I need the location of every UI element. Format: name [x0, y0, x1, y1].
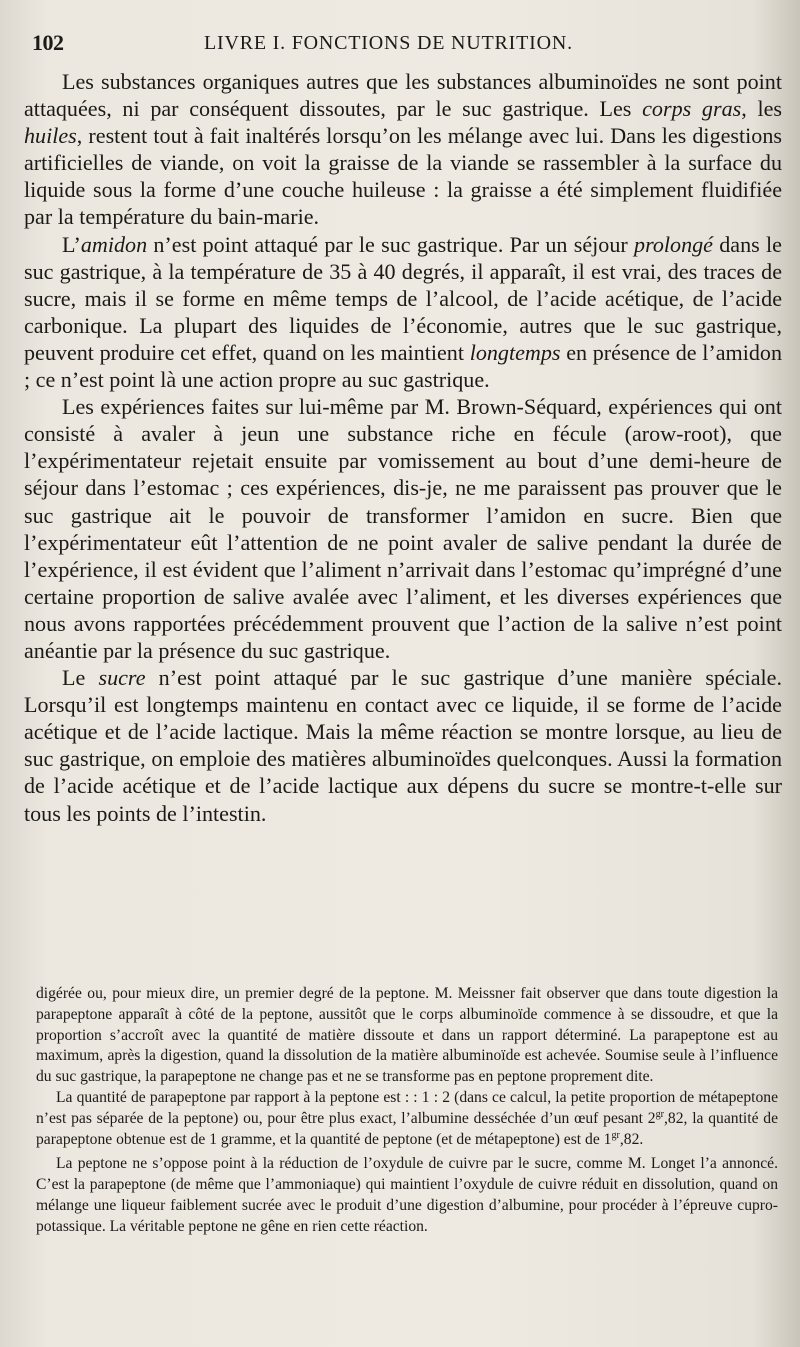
italic-term: sucre [98, 665, 146, 691]
text-span: Les expériences faites sur lui-même par M. Brown-Séquard, expériences qui ont consisté à avaler à jeun une substance riche en fécule (arow-root), que l’expérimentateur rejetait ensuite par vomissement au bout d’une demi-heure de séjour dans l’estomac ; ces expériences, dis-je, ne me paraissent pas prouver que le suc gastrique ait le pouvoir de transformer l’amidon en sucre. Bien que l’expérimentateur eût l’attention de ne point avaler de salive pendant la durée de l’expérience, il est évident que l’aliment n’arrivait dans l’estomac qu’imprégné d’une certaine proportion de salive avalée avec l’aliment, et les diverses expériences que nous avons rapportées précédemment prouvent que l’action de la salive n’est point anéantie par la présence du suc gastrique. [24, 394, 782, 663]
text-span: La quantité de parapeptone par rapport à la peptone est : : 1 : 2 (dans ce calcul, la petite proportion de métapeptone n’est pas séparée de la peptone) ou, pour être plus exact, l’albumine desséchée d’un œuf pesant 2 [36, 1088, 778, 1127]
unit-superscript: gr [611, 1129, 620, 1141]
paragraph-fats [24, 68, 782, 231]
paragraph-starch [24, 231, 782, 394]
footnote-proportion [36, 1088, 778, 1150]
page-number: 102 [32, 30, 64, 55]
text-span: digérée ou, pour mieux dire, un premier degré de la peptone. M. Meissner fait observer que dans toute digestion la parapeptone apparaît à côté de la peptone, aussitôt que le corps albuminoïde commence à se dissoudre, et que la proportion s’accroît avec la quantité de matière dissoute et dans un rapport déterminé. La parapeptone est au maximum, après la digestion, quand la dissolution de la matière albuminoïde est achevée. Soumise seule à l’influence du suc gastrique, la parapeptone ne change pas et ne se transforme pas en peptone proprement dite. [36, 985, 778, 1086]
running-head: LIVRE I. FONCTIONS DE NUTRITION. [204, 32, 573, 54]
unit-superscript: gr [655, 1108, 665, 1120]
text-span: ,82, la quantité de parapeptone obtenue est de 1 gramme, et la quantité de peptone (et de métapeptone) est de 1 [36, 1109, 778, 1148]
text-span: , restent tout à fait inaltérés lorsqu’on les mélange avec lui. Dans les digestions artificielles de viande, on voit la graisse de la viande se rassembler à la surface du liquide sous la forme d’une couche huileuse : la graisse a été simplement fluidifiée par la température du bain-marie. [24, 123, 782, 230]
footnote-continuation [36, 984, 778, 1088]
text-span: n’est point attaqué par le suc gastrique. Par un séjour [147, 231, 635, 257]
text-span: L’ [62, 231, 81, 257]
paragraph-experiments [24, 393, 782, 664]
text-span: en présence de l’amidon ; ce n’est point là une action propre au suc gastrique. [24, 339, 783, 393]
text-span: Les substances organiques autres que les substances albuminoïdes ne sont point attaquées, ni par conséquent dissoutes, par le suc gastrique. Les [24, 69, 782, 122]
footnote-reduction [36, 1154, 778, 1237]
text-span: ,82. [619, 1130, 644, 1148]
italic-term: longtemps [469, 339, 561, 365]
main-text [24, 68, 782, 827]
text-span: La peptone ne s’oppose point à la réduction de l’oxydule de cuivre par le sucre, comme M. Longet l’a annoncé. C’est la parapeptone (de même que l’ammoniaque) qui maintient l’oxydule de cuivre réduit en dissolution, quand on mélange une liqueur faiblement sucrée avec le produit d’une digestion d’albumine, pour procéder à l’épreuve cupro-potassique. La véritable peptone ne gêne en rien cette réaction. [36, 1155, 778, 1235]
page-header [32, 30, 760, 66]
text-span: n’est point attaqué par le suc gastrique d’une manière spéciale. Lorsqu’il est longtemps maintenu en contact avec ce liquide, il se forme de l’acide acétique et de l’acide lactique. Mais la même réaction se montre lorsque, au lieu de suc gastrique, on emploie des matières albuminoïdes quelconques. Aussi la formation de l’acide acétique et de l’acide lactique aux dépens du sucre se montre-t-elle sur tous les points de l’intestin. [24, 665, 782, 826]
italic-term: amidon [80, 231, 148, 257]
text-span: dans le suc gastrique, à la température de 35 à 40 degrés, il apparaît, il est vrai, des traces de sucre, mais il se forme en même temps de l’alcool, de l’acide acétique, de l’acide carbonique. La plupart des liquides de l’économie, autres que le suc gastrique, peuvent produire cet effet, quand on les maintient [24, 231, 782, 365]
italic-term: huiles [24, 123, 77, 149]
footnotes [36, 984, 778, 1238]
italic-term: prolongé [634, 231, 713, 257]
paragraph-sugar [24, 664, 782, 827]
text-span: Le [62, 665, 99, 691]
text-span: , les [741, 96, 782, 122]
italic-term: corps gras [642, 96, 742, 122]
